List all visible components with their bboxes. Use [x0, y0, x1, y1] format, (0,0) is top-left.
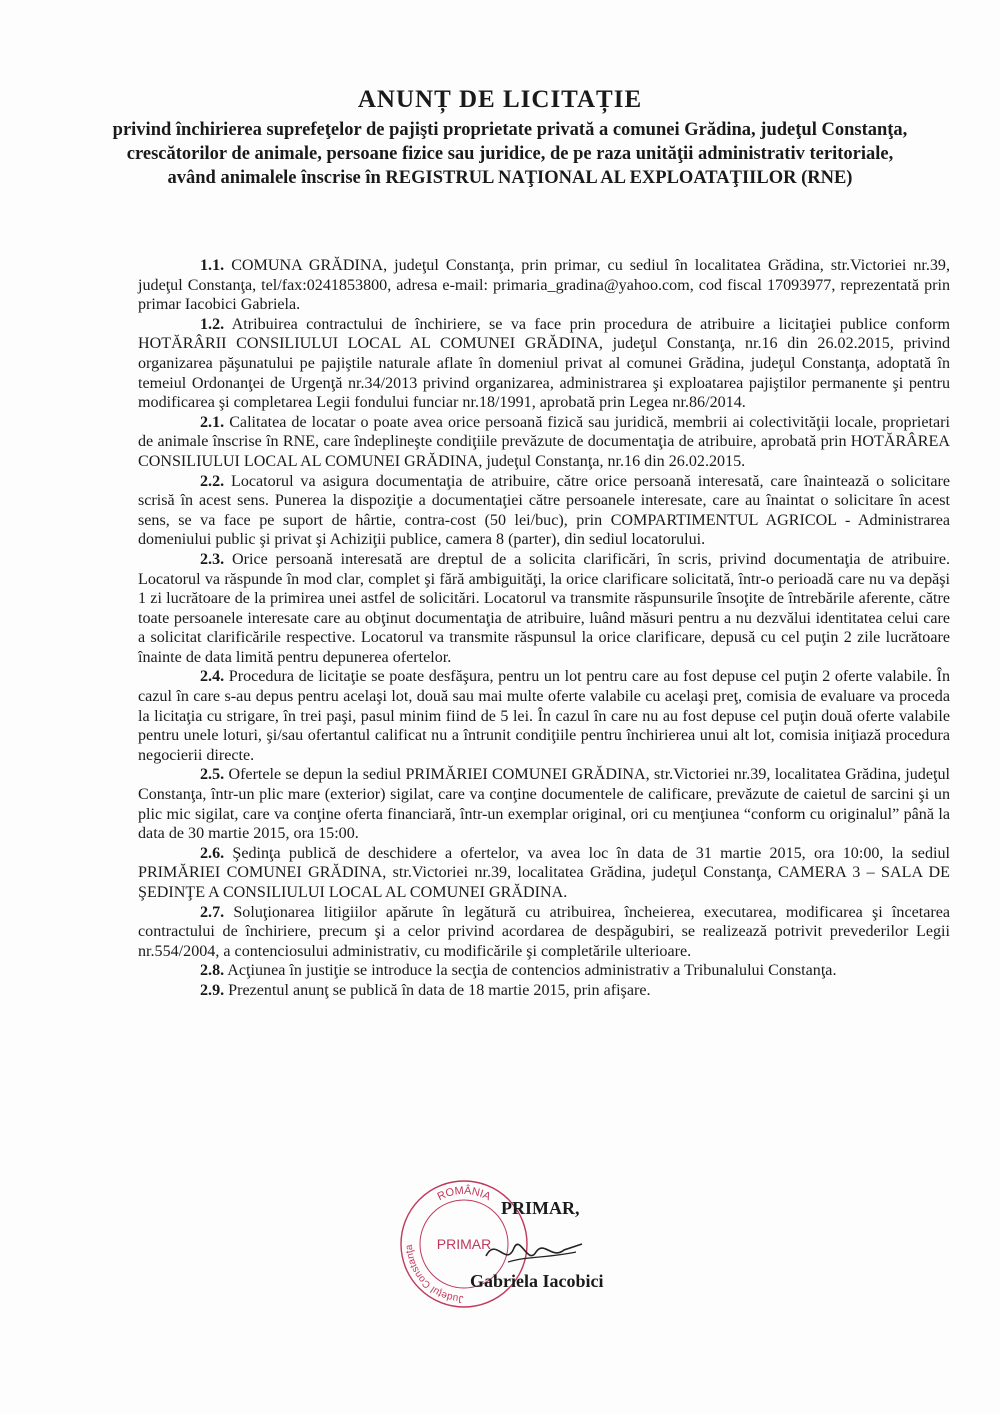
- stamp-top-text: ROMÂNIA: [435, 1184, 493, 1204]
- paragraph-text: Prezentul anunţ se publică în data de 18 martie 2015, prin afişare.: [228, 981, 651, 999]
- paragraph-number: 2.3.: [200, 550, 225, 568]
- handwritten-signature-icon: [478, 1226, 588, 1276]
- paragraph-text: Calitatea de locatar o poate avea orice persoană fizică sau juridică, membrii ai colectivităţii locale, proprietari de animale înscrise în RNE, care îndeplineşte condiţiile prevăzute de documentaţia de atribuire, aprobată prin HOTĂRÂREA CONSILIULUI LOCAL AL COMUNEI GRĂDINA, judeţul Constanţa, nr.16 din 26.02.2015.: [138, 413, 950, 470]
- paragraph-number: 1.2.: [200, 315, 225, 333]
- paragraph-number: 2.8.: [200, 962, 225, 980]
- stamp-center-text: PRIMAR: [436, 1236, 492, 1252]
- paragraph-text: Procedura de licitaţie se poate desfăşura, pentru un lot pentru care au fost depuse cel puţin 2 oferte valabile. În cazul în care s-au depus pentru acelaşi lot, două sau mai multe oferte valabile cu acelaşi preţ, comisia de evaluare va proceda la licitaţia cu strigare, în trei paşi, pasul minim fiind de 5 lei. În cazul în care nu au fost depuse cel puţin două oferte valabile pentru unele loturi, şi/sau ofertantul calificat nu a întrunit condiţiile pentru închirierea unui alt lot, comisia iniţiază procedura negocierii directe.: [138, 668, 950, 764]
- stamp-ring-text: Judeţul Constanţa: [403, 1244, 464, 1305]
- paragraph: [138, 844, 950, 903]
- paragraph-number: 2.5.: [200, 766, 225, 784]
- paragraph: [138, 961, 950, 981]
- paragraph-text: Şedinţa publică de deschidere a ofertelor, va avea loc în data de 31 martie 2015, ora 10:00, la sediul PRIMĂRIEI COMUNEI GRĂDINA, str.Victoriei nr.39, localitatea Grădina, judeţul Constanţa, CAMERA 3 – SALA DE ŞEDINŢE A CONSILIULUI LOCAL AL COMUNEI GRĂDINA.: [138, 844, 950, 901]
- paragraph: [138, 315, 950, 413]
- document-title: ANUNȚ DE LICITAȚIE: [357, 86, 643, 113]
- paragraph-text: Atribuirea contractului de închiriere, se va face prin procedura de atribuire a licitaţiei publice conform HOTĂRÂRII CONSILIULUI LOCAL AL COMUNEI GRĂDINA, judeţul Constanţa, nr.16 din 26.02.2015, privind organizarea păşunatului pe pajiştile naturale aflate în domeniul privat al comunei Grădina, judeţul Constanţa, adoptată în temeiul Ordonanţei de Urgenţă nr.34/2013 privind organizarea, administrarea şi exploatarea pajiştilor permanente şi pentru modificarea şi completarea Legii fondului funciar nr.18/1991, aprobată prin Legea nr.86/2014.: [138, 315, 950, 412]
- paragraph: [138, 256, 950, 315]
- signatory-name: Gabriela Iacobici: [470, 1271, 604, 1291]
- paragraph: [138, 667, 950, 765]
- paragraph: [138, 981, 950, 1001]
- paragraph-number: 1.1.: [200, 257, 225, 274]
- signatory-role: PRIMAR,: [501, 1198, 580, 1218]
- paragraph-text: Acţiunea în justiţie se introduce la secţia de contencios administrativ a Tribunalului Constanţa.: [227, 962, 837, 980]
- paragraph-number: 2.9.: [200, 981, 225, 999]
- paragraph-number: 2.2.: [200, 472, 225, 490]
- paragraph-number: 2.4.: [200, 668, 225, 686]
- paragraph-text: Soluţionarea litigiilor apărute în legătură cu atribuirea, încheierea, executarea, modificarea şi încetarea contractului de închiriere, precum şi a celor privind acordarea de despăgubiri, se realizează potrivit prevederilor Legii nr.554/2004, a contenciosului administrativ, cu modificările şi completările ulterioare.: [138, 903, 950, 960]
- svg-text:Judeţul Constanţa: [404, 1244, 464, 1304]
- paragraph: [138, 765, 950, 843]
- paragraph: [138, 413, 950, 472]
- document-body: [138, 256, 950, 1001]
- paragraph-text: Locatorul va asigura documentaţia de atribuire, către orice persoană interesată, care înaintează o solicitare scrisă în acest sens. Punerea la dispoziţie a documentaţiei către persoanele interesate, care au înaintat o solicitare în acest sens, se va face pe suport de hârtie, contra-cost (50 lei/buc), prin COMPARTIMENTUL AGRICOL - Administrarea domeniului public şi privat şi Achiziţii publice, camera 8 (parter), din sediul locatorului.: [138, 472, 950, 549]
- document-subtitle: privind închirierea suprefeţelor de pajişti proprietate privată a comunei Grădina, judeţul Constanţa, crescătorilor de animale, persoane fizice sau juridice, de pe raza unităţii administrativ teritoriale, având animalele înscrise în REGISTRUL NAŢIONAL AL EXPLOATAŢIILOR (RNE): [112, 120, 908, 188]
- paragraph: [138, 550, 950, 668]
- paragraph: [138, 472, 950, 550]
- paragraph-text: COMUNA GRĂDINA, judeţul Constanţa, prin primar, cu sediul în localitatea Grădina, str.Victoriei nr.39, judeţul Constanţa, tel/fax:0241853800, adresa e-mail: primaria_gradina@yahoo.com, cod fiscal 17093977, reprezentată prin primar Iacobici Gabriela.: [138, 257, 950, 314]
- paragraph-text: Orice persoană interesată are dreptul de a solicita clarificări, în scris, privind documentaţia de atribuire. Locatorul va răspunde în mod clar, complet şi fără ambiguităţi, la orice clarificare solicitată, într-o perioadă care nu va depăşi 1 zi lucrătoare de la primirea unei astfel de solicitări. Locatorul va transmite răspunsurile însoţite de întrebările aferente, către toate persoanele interesate care au obţinut documentaţia de atribuire, luând măsuri pentru a nu dezvălui identitatea celui care a solicitat clarificările respective. Locatorul va transmite răspunsul la orice clarificare, depusă cu cel puţin 2 zile lucrătoare înainte de data limită pentru depunerea ofertelor.: [138, 550, 950, 666]
- paragraph-number: 2.6.: [200, 844, 225, 862]
- paragraph: [138, 903, 950, 962]
- paragraph-number: 2.1.: [200, 413, 225, 431]
- paragraph-number: 2.7.: [200, 903, 225, 921]
- paragraph-text: Ofertele se depun la sediul PRIMĂRIEI COMUNEI GRĂDINA, str.Victoriei nr.39, localitatea Grădina, judeţul Constanţa, într-un plic mare (exterior) sigilat, care va conţine documentele de calificare, prevăzute de caietul de sarcini şi un plic mic sigilat, care va conţine oferta financiară, într-un exemplar original, ori cu menţiunea “conform cu originalul” până la data de 30 martie 2015, ora 15:00.: [138, 766, 950, 843]
